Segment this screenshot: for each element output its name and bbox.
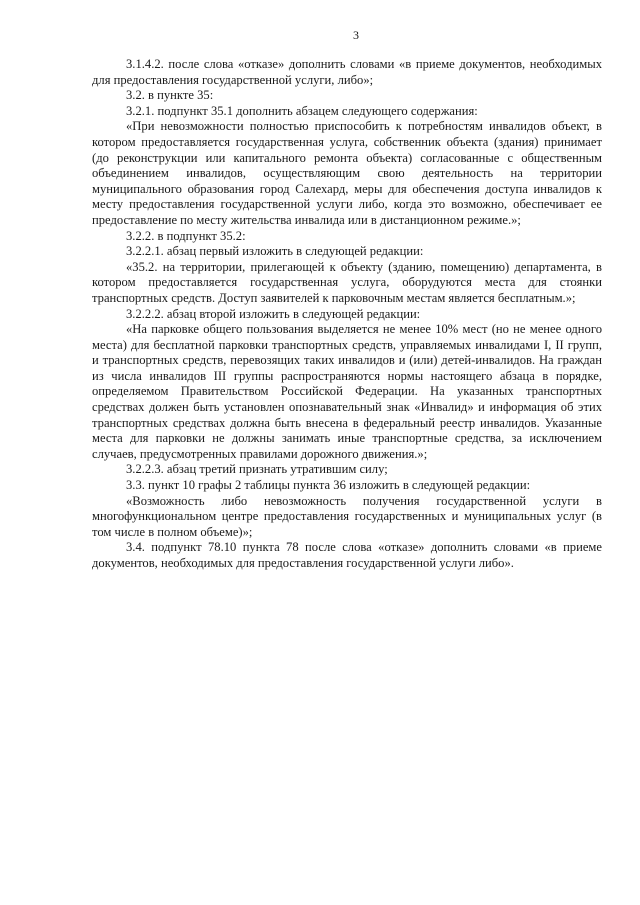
page-number: 3 — [353, 28, 359, 42]
paragraph-quote-parking: «На парковке общего пользования выделяется не менее 10% мест (но не менее одного места) для бесплатной парковки транспортных средств, управляемых инвалидами I, II групп, и транспортных средств, перевозящих таких инвалидов и (или) детей-инвалидов. На граждан из числа инвалидов III группы распространяются нормы настоящего абзаца в порядке, определяемом Правительством Российской Федерации. На указанных транспортных средствах должен быть установлен опознавательный знак «Инвалид» и информация об этих транспортных средствах должна быть внесена в федеральный реестр инвалидов. Указанные места для парковки не должны занимать иные транспортные средства, за исключением случаев, предусмотренных правилами дорожного движения.»; — [92, 322, 602, 461]
paragraph-3-4: 3.4. подпункт 78.10 пункта 78 после слова «отказе» дополнить словами «в приеме документов, необходимых для предоставления государственной услуги либо». — [92, 540, 602, 570]
paragraph-quote-35-2: «35.2. на территории, прилегающей к объекту (зданию, помещению) департамента, в котором предоставляется государственная услуга, оборудуются места для стоянки транспортных средств. Доступ заявителей к парковочным местам является бесплатным.»; — [92, 259, 602, 305]
paragraph-quote-35-1: «При невозможности полностью приспособить к потребностям инвалидов объект, в котором предоставляется государственная услуга, собственник объекта (здания) принимает (до реконструкции или капитального ремонта объекта) согласованные с общественным объединением инвалидов, осуществляющим свою деятельность на территории муниципального образования город Салехард, меры для обеспечения доступа инвалидов к месту предоставления государственной услуги либо, когда это возможно, обеспечивает ее предоставление по месту жительства инвалида или в дистанционном режиме.»; — [92, 119, 602, 227]
paragraph-quote-mfc: «Возможность либо невозможность получения государственной услуги в многофункциональном центре предоставления государственных и муниципальных услуг (в том числе в полном объеме)»; — [92, 493, 602, 539]
paragraph-3-2: 3.2. в пункте 35: — [126, 88, 214, 103]
paragraph-3-2-1: 3.2.1. подпункт 35.1 дополнить абзацем следующего содержания: — [126, 103, 478, 118]
paragraph-3-3: 3.3. пункт 10 графы 2 таблицы пункта 36 изложить в следующей редакции: — [126, 478, 531, 493]
paragraph-3-2-2: 3.2.2. в подпункт 35.2: — [126, 228, 246, 243]
paragraph-3-1-4-2: 3.1.4.2. после слова «отказе» дополнить словами «в приеме документов, необходимых для предоставления государственной услуги, либо»; — [92, 57, 602, 87]
paragraph-3-2-2-2: 3.2.2.2. абзац второй изложить в следующей редакции: — [126, 306, 421, 321]
paragraph-3-2-2-1: 3.2.2.1. абзац первый изложить в следующей редакции: — [126, 244, 424, 259]
paragraph-3-2-2-3: 3.2.2.3. абзац третий признать утратившим силу; — [126, 462, 388, 477]
